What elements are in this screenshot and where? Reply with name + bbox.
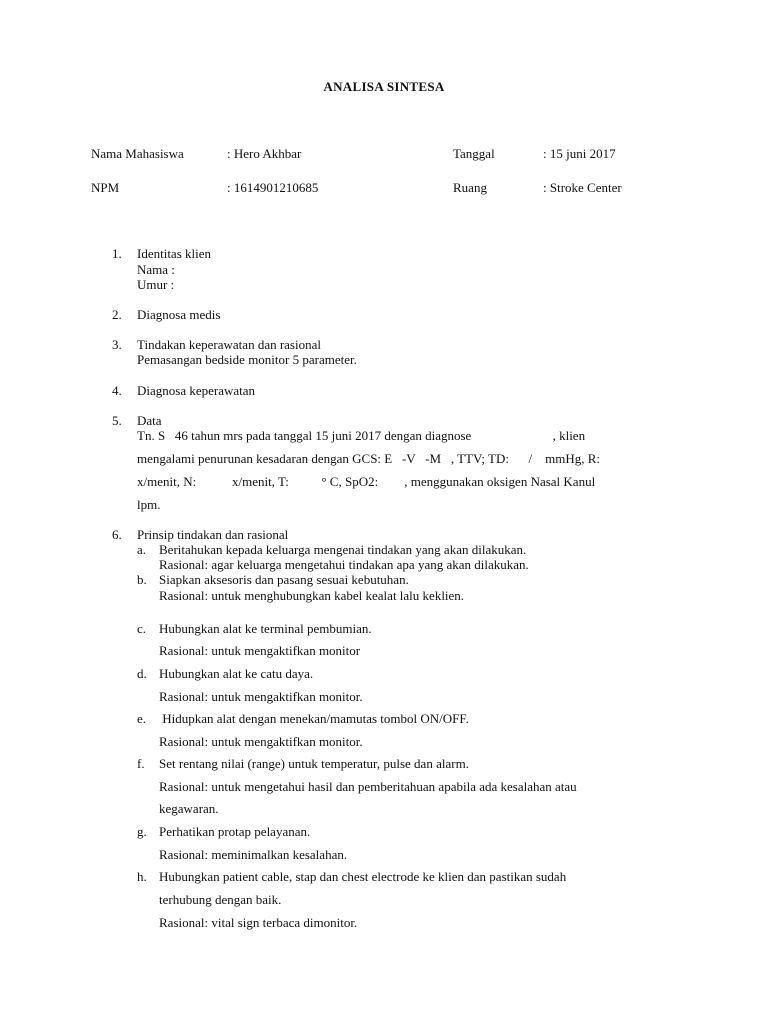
item-h-label: h.: [137, 869, 147, 884]
section-4-number: 4.: [112, 383, 122, 398]
page-title: ANALISA SINTESA: [323, 79, 445, 94]
section-3-line: Pemasangan bedside monitor 5 parameter.: [137, 352, 357, 367]
data-line-2: mengalami penurunan kesadaran dengan GCS: E -V -M , TTV; TD: / mmHg, R:: [137, 451, 600, 466]
tanggal-label: Tanggal: [453, 146, 495, 161]
nama-label: Nama Mahasiswa: [91, 146, 184, 161]
item-b-label: b.: [137, 572, 147, 587]
item-f-label: f.: [137, 756, 145, 771]
item-h-text-2: terhubung dengan baik.: [159, 892, 282, 907]
item-f-rasional-2: kegawaran.: [159, 801, 219, 816]
section-2-number: 2.: [112, 307, 122, 322]
section-5-number: 5.: [112, 413, 122, 428]
item-e-label: e.: [137, 711, 147, 726]
section-4-title: Diagnosa keperawatan: [137, 383, 256, 398]
nama-value: : Hero Akhbar: [227, 146, 302, 161]
item-c-rasional: Rasional: untuk mengaktifkan monitor: [159, 643, 361, 658]
umur-klien-line: Umur :: [137, 277, 175, 292]
item-d-text: Hubungkan alat ke catu daya.: [159, 666, 314, 681]
item-a-text: Beritahukan kepada keluarga mengenai tindakan yang akan dilakukan.: [159, 542, 527, 557]
section-2-title: Diagnosa medis: [137, 307, 221, 322]
data-line-3: x/menit, N: x/menit, T: ° C, SpO2: , menggunakan oksigen Nasal Kanul: [137, 474, 596, 489]
section-5-title: Data: [137, 413, 162, 428]
npm-value: : 1614901210685: [227, 180, 319, 195]
item-g-label: g.: [137, 824, 147, 839]
item-c-text: Hubungkan alat ke terminal pembumian.: [159, 621, 372, 636]
item-b-rasional: Rasional: untuk menghubungkan kabel kealat lalu keklien.: [159, 588, 465, 603]
item-c-label: c.: [137, 621, 147, 636]
section-6-title: Prinsip tindakan dan rasional: [137, 527, 289, 542]
data-line-1: Tn. S 46 tahun mrs pada tanggal 15 juni 2017 dengan diagnose , klien: [137, 428, 586, 443]
section-3-title: Tindakan keperawatan dan rasional: [137, 337, 321, 352]
ruang-value: : Stroke Center: [543, 180, 622, 195]
item-g-text: Perhatikan protap pelayanan.: [159, 824, 311, 839]
item-h-text-1: Hubungkan patient cable, stap dan chest electrode ke klien dan pastikan sudah: [159, 869, 567, 884]
item-a-rasional: Rasional: agar keluarga mengetahui tindakan apa yang akan dilakukan.: [159, 557, 529, 572]
item-e-rasional: Rasional: untuk mengaktifkan monitor.: [159, 734, 363, 749]
section-1-number: 1.: [112, 246, 122, 261]
item-g-rasional: Rasional: meminimalkan kesalahan.: [159, 847, 348, 862]
item-a-label: a.: [137, 542, 147, 557]
section-3-number: 3.: [112, 337, 122, 352]
tanggal-value: : 15 juni 2017: [543, 146, 616, 161]
item-d-label: d.: [137, 666, 147, 681]
item-d-rasional: Rasional: untuk mengaktifkan monitor.: [159, 689, 363, 704]
item-e-text: Hidupkan alat dengan menekan/mamutas tombol ON/OFF.: [159, 711, 469, 726]
item-f-rasional-1: Rasional: untuk mengetahui hasil dan pemberitahuan apabila ada kesalahan atau: [159, 779, 577, 794]
ruang-label: Ruang: [453, 180, 487, 195]
item-h-rasional: Rasional: vital sign terbaca dimonitor.: [159, 915, 358, 930]
item-f-text: Set rentang nilai (range) untuk temperatur, pulse dan alarm.: [159, 756, 469, 771]
section-6-number: 6.: [112, 527, 122, 542]
item-b-text: Siapkan aksesoris dan pasang sesuai kebutuhan.: [159, 572, 409, 587]
npm-label: NPM: [91, 180, 120, 195]
nama-klien-line: Nama :: [137, 262, 175, 277]
section-1-title: Identitas klien: [137, 246, 212, 261]
data-line-4: lpm.: [137, 497, 161, 512]
